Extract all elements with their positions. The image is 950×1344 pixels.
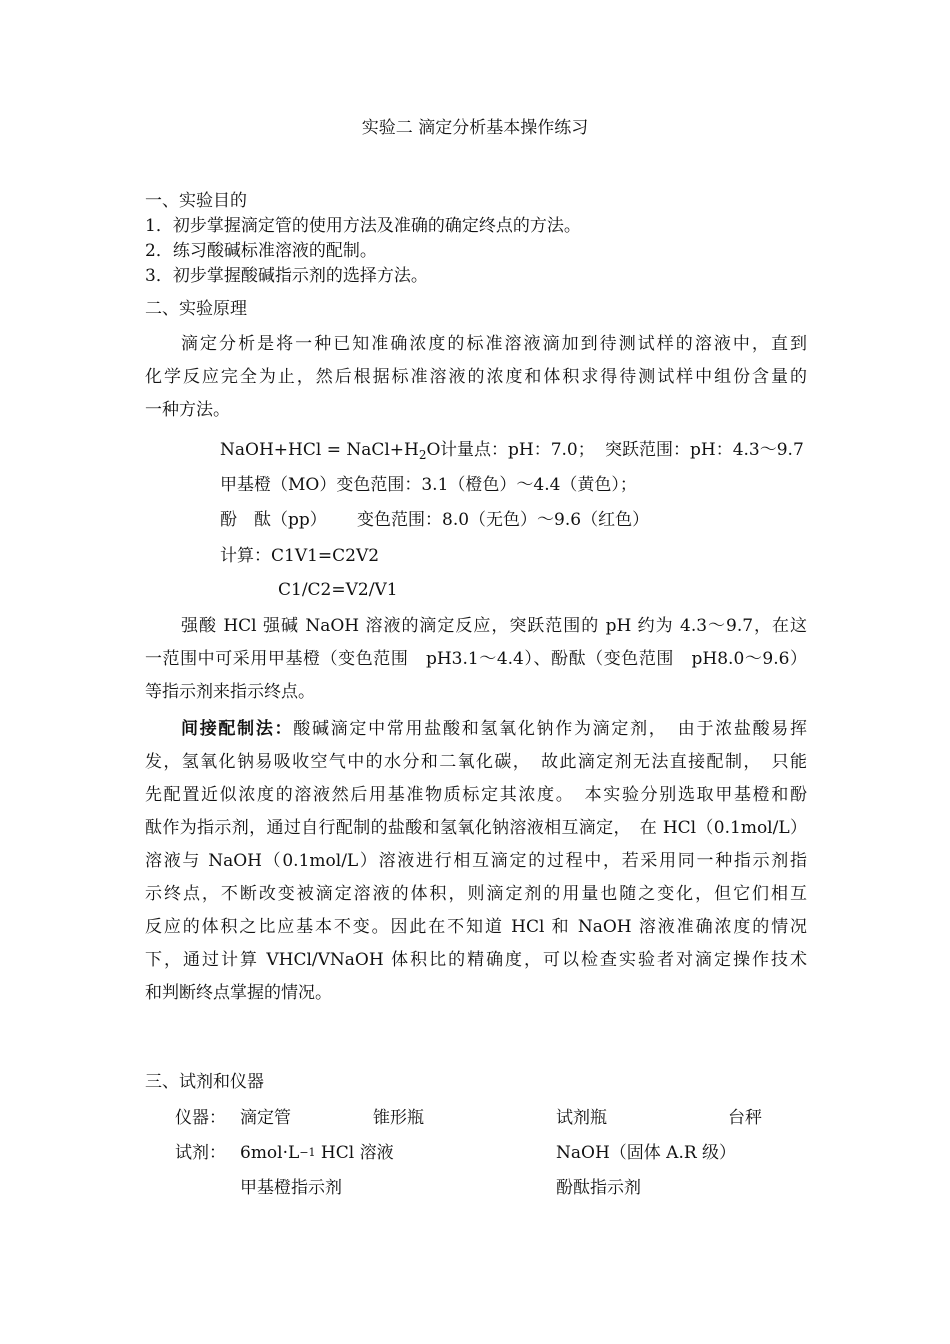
indirect-line: 反应的体积之比应基本不变。因此在不知道 HCl 和 NaOH 溶液准确浓度的情况 [145,917,807,937]
indirect-line: 发，氢氧化钠易吸收空气中的水分和二氧化碳， 故此滴定剂无法直接配制， 只能 [145,752,807,772]
phenolphthalein-name: 酚 酞（pp） [220,510,327,530]
indirect-line: 下，通过计算 VHCl/VNaOH 体积比的精确度，可以检查实验者对滴定操作技术 [145,950,807,970]
calculation-2: C1/C2=V2/V1 [278,580,398,600]
strong-line: 一范围中可采用甲基橙（变色范围 pH3.1～4.4）、酚酞（变色范围 pH8.0～9.6） [145,649,807,669]
intro-line: 滴定分析是将一种已知准确浓度的标准溶液滴加到待测试样的溶液中，直到 [181,334,807,354]
reagent-phenolphthalein: 酚酞指示剂 [556,1178,641,1198]
principle-intro [145,328,807,427]
indirect-line [145,713,807,746]
page-title: 实验二 滴定分析基本操作练习 [361,118,589,138]
indirect-line-text: 酸碱滴定中常用盐酸和氢氧化钠作为滴定剂， 由于浓盐酸易挥 [293,719,808,739]
strong-line: 强酸 HCl 强碱 NaOH 溶液的滴定反应，突跃范围的 pH 约为 4.3～9.7，在这 [181,616,807,636]
indirect-preparation-paragraph [145,713,807,1010]
indirect-line: 示终点，不断改变被滴定溶液的体积，则滴定剂的用量也随之变化，但它们相互 [145,884,807,904]
reagents-label: 试剂： [175,1143,226,1163]
equation-text: NaOH+HCl = NaCl+H [220,440,419,460]
instrument-reagent-bottle: 试剂瓶 [556,1108,607,1128]
indirect-line: 溶液与 NaOH（0.1mol/L）溶液进行相互滴定的过程中，若采用同一种指示剂指 [145,851,807,871]
indirect-line: 和判断终点掌握的情况。 [145,983,332,1003]
indirect-bold-label: 间接配制法： [181,719,294,739]
section2-heading: 二、实验原理 [145,299,247,319]
instruments-label: 仪器： [175,1108,226,1128]
section3-heading: 三、试剂和仪器 [145,1072,264,1092]
instrument-burette: 滴定管 [240,1108,291,1128]
objective-item-3: 3．初步掌握酸碱指示剂的选择方法。 [145,266,428,286]
jump-range: 突跃范围：pH：4.3～9.7 [605,440,804,460]
objective-item-2: 2．练习酸碱标准溶液的配制。 [145,241,377,261]
equation-text-end: O [426,440,441,460]
instrument-flask: 锥形瓶 [373,1108,424,1128]
reagent-hcl-conc: 6mol·L [240,1143,300,1163]
strong-line: 等指示剂来指示终点。 [145,682,315,702]
reagent-naoh: NaOH（固体 A.R 级） [556,1143,737,1163]
equation-subscript: 2 [418,448,427,462]
intro-line: 一种方法。 [145,400,230,420]
indirect-line: 先配置近似浓度的溶液然后用基准物质标定其浓度。 本实验分别选取甲基橙和酚 [145,785,807,805]
reagent-hcl [240,1142,394,1164]
section1-heading: 一、实验目的 [145,191,247,211]
indirect-line: 酞作为指示剂，通过自行配制的盐酸和氢氧化钠溶液相互滴定， 在 HCl（0.1mol/L） [145,818,807,838]
calculation-1: 计算：C1V1=C2V2 [220,546,380,566]
reagent-methyl-orange: 甲基橙指示剂 [240,1178,342,1198]
reagent-hcl-name: HCl 溶液 [315,1143,394,1163]
phenolphthalein-range: 变色范围：8.0（无色）～9.6（红色） [357,510,650,530]
reagent-hcl-exponent: −1 [299,1146,316,1159]
objective-item-1: 1．初步掌握滴定管的使用方法及准确的确定终点的方法。 [145,216,581,236]
reaction-equation [220,439,440,461]
strong-acid-paragraph [145,610,807,709]
equivalence-point: 计量点：pH：7.0； [440,440,595,460]
intro-line: 化学反应完全为止，然后根据标准溶液的浓度和体积求得待测试样中组份含量的 [145,367,807,387]
instrument-balance: 台秤 [728,1108,762,1128]
methyl-orange-range: 甲基橙（MO）变色范围：3.1（橙色）～4.4（黄色）； [220,475,637,495]
